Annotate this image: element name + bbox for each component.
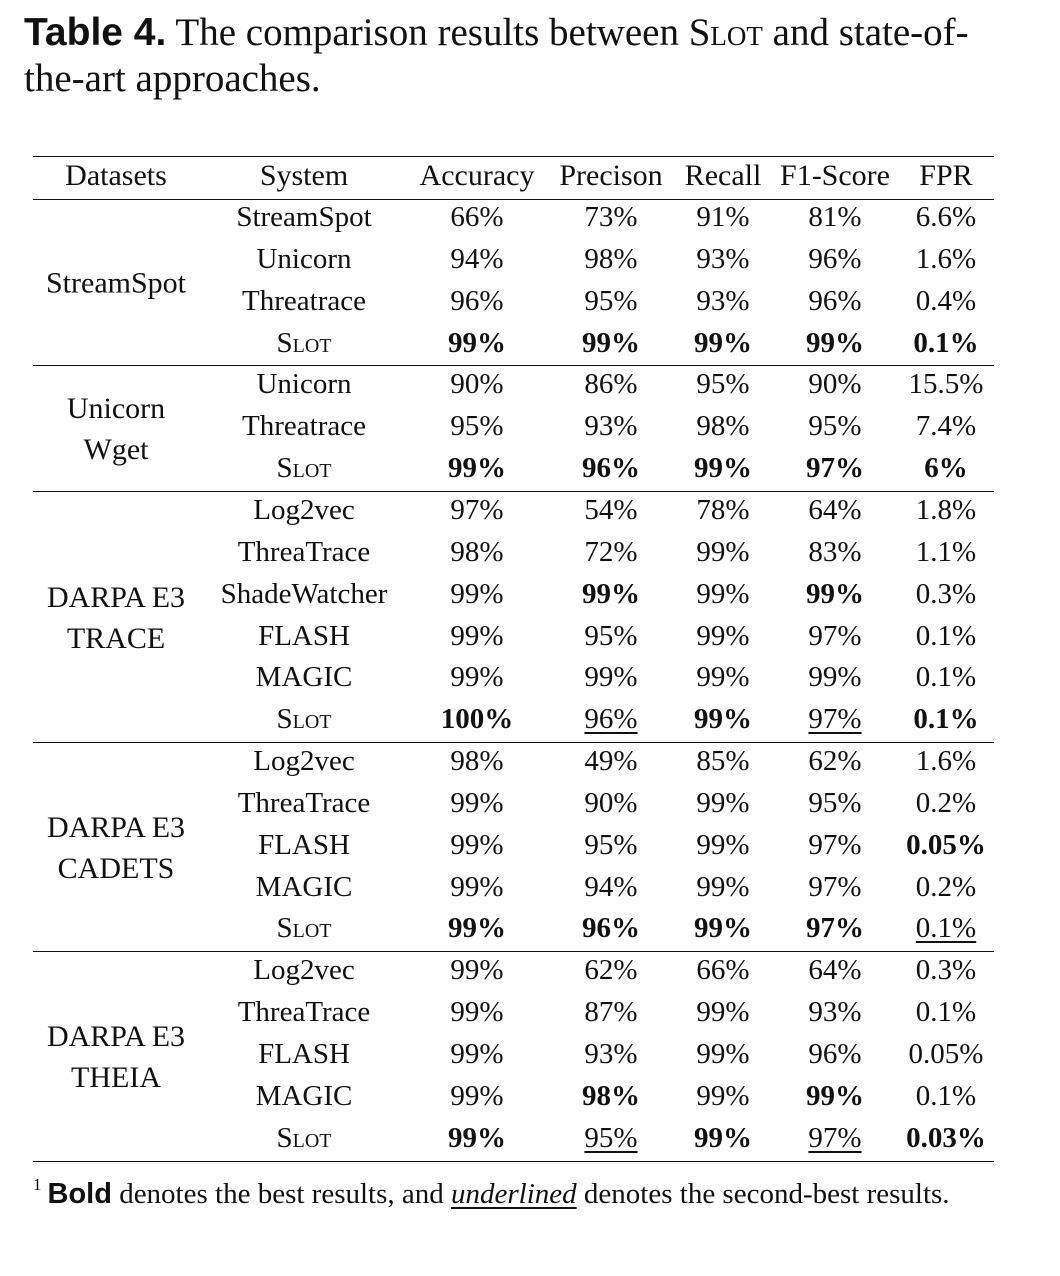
cell-precision: 95%	[584, 1121, 638, 1154]
system-name: MAGIC	[255, 1079, 353, 1112]
cell-fpr: 0.1%	[915, 661, 977, 694]
cell-recall: 99%	[694, 703, 752, 736]
cell-f1-score: 99%	[806, 577, 864, 610]
header-fpr: FPR	[919, 159, 973, 192]
header-accuracy: Accuracy	[419, 159, 535, 192]
cell-accuracy: 90%	[450, 368, 504, 401]
cell-fpr: 0.03%	[906, 1121, 986, 1154]
cell-precision: 96%	[582, 912, 640, 945]
cell-fpr: 0.1%	[915, 996, 977, 1029]
system-name: FLASH	[258, 1038, 350, 1070]
cell-recall: 99%	[696, 870, 750, 903]
cell-recall: 85%	[696, 745, 750, 778]
cell-precision: 96%	[582, 452, 640, 485]
system-name: Slot	[276, 326, 332, 359]
cell-precision: 62%	[584, 954, 638, 987]
cell-fpr: 0.1%	[913, 326, 979, 359]
cell-accuracy: 99%	[450, 619, 504, 652]
cell-accuracy: 97%	[450, 493, 504, 526]
cell-accuracy: 99%	[450, 828, 504, 861]
cell-accuracy: 94%	[450, 242, 504, 275]
cell-accuracy: 99%	[450, 954, 504, 987]
cell-fpr: 6.6%	[915, 201, 977, 233]
system-name: MAGIC	[255, 661, 353, 694]
header-recall: Recall	[684, 159, 762, 192]
header-system: System	[259, 159, 349, 192]
dataset-label-line: DARPA E3	[46, 580, 186, 614]
dataset-label-line: TRACE	[66, 621, 166, 655]
cell-accuracy: 95%	[450, 410, 504, 443]
cell-precision: 54%	[584, 493, 638, 526]
cell-fpr: 0.2%	[915, 786, 977, 819]
cell-precision: 99%	[582, 577, 640, 610]
cell-accuracy: 99%	[448, 452, 506, 485]
cell-accuracy: 98%	[450, 535, 504, 568]
cell-fpr: 0.4%	[915, 284, 977, 317]
cell-fpr: 0.1%	[915, 1079, 977, 1112]
system-name: MAGIC	[255, 870, 353, 903]
cell-recall: 91%	[696, 201, 750, 233]
cell-recall: 78%	[696, 493, 750, 526]
system-name: Log2vec	[253, 954, 355, 987]
system-name: StreamSpot	[236, 201, 372, 233]
dataset-label-line: Unicorn	[66, 392, 166, 426]
cell-f1-score: 64%	[808, 954, 862, 987]
system-name: Unicorn	[256, 242, 352, 275]
cell-fpr: 1.8%	[915, 493, 977, 526]
cell-f1-score: 93%	[808, 996, 862, 1029]
cell-fpr: 0.2%	[915, 870, 977, 903]
dataset-label	[67, 388, 165, 470]
cell-recall: 99%	[696, 619, 750, 652]
cell-fpr: 6%	[924, 452, 968, 485]
cell-accuracy: 99%	[450, 1079, 504, 1112]
cell-precision: 98%	[582, 1079, 640, 1112]
dataset-label	[46, 262, 186, 303]
cell-f1-score: 90%	[808, 368, 862, 401]
cell-accuracy: 99%	[450, 1038, 504, 1070]
cell-fpr: 0.1%	[915, 912, 977, 945]
table-caption	[24, 10, 1014, 102]
dataset-label-line: CADETS	[57, 851, 175, 885]
system-name: ThreaTrace	[237, 996, 371, 1029]
cell-recall: 99%	[696, 786, 750, 819]
cell-precision: 99%	[582, 326, 640, 359]
cell-recall: 99%	[696, 661, 750, 694]
cell-precision: 95%	[584, 284, 638, 317]
cell-f1-score: 97%	[806, 912, 864, 945]
caption-text-after: and state-of-the-art approaches.	[24, 11, 969, 100]
footnote-text-mid: denotes the best results, and	[119, 1178, 444, 1210]
cell-precision: 72%	[584, 535, 638, 568]
footnote-bold-word: Bold	[47, 1178, 112, 1210]
cell-precision: 94%	[584, 870, 638, 903]
cell-f1-score: 95%	[808, 786, 862, 819]
cell-f1-score: 97%	[808, 870, 862, 903]
system-name: Slot	[276, 452, 332, 485]
cell-f1-score: 97%	[808, 1121, 862, 1154]
cell-fpr: 0.3%	[915, 954, 977, 987]
cell-accuracy: 99%	[450, 786, 504, 819]
system-name: ShadeWatcher	[220, 577, 388, 610]
cell-precision: 96%	[584, 703, 638, 736]
system-name: Unicorn	[256, 368, 352, 401]
cell-fpr: 0.05%	[908, 1038, 984, 1070]
cell-fpr: 0.05%	[906, 828, 986, 861]
cell-recall: 99%	[694, 326, 752, 359]
cell-accuracy: 99%	[450, 577, 504, 610]
cell-f1-score: 97%	[808, 703, 862, 736]
cell-fpr: 1.6%	[915, 745, 977, 778]
system-name: FLASH	[258, 619, 350, 652]
system-name: Slot	[276, 912, 332, 945]
cell-recall: 99%	[696, 535, 750, 568]
caption-system-name: Slot	[688, 11, 763, 54]
cell-precision: 90%	[584, 786, 638, 819]
cell-f1-score: 96%	[808, 242, 862, 275]
cell-f1-score: 81%	[808, 201, 862, 233]
cell-precision: 98%	[584, 242, 638, 275]
cell-precision: 86%	[584, 368, 638, 401]
footnote	[33, 1175, 1013, 1213]
dataset-label	[47, 577, 185, 659]
cell-f1-score: 83%	[808, 535, 862, 568]
cell-f1-score: 99%	[808, 661, 862, 694]
dataset-label-line: StreamSpot	[46, 266, 186, 300]
table-label: Table 4.	[24, 11, 167, 54]
header-f1-score: F1-Score	[780, 159, 890, 192]
system-name: ThreaTrace	[237, 535, 371, 568]
system-name: Log2vec	[253, 745, 355, 778]
cell-precision: 49%	[584, 745, 638, 778]
cell-recall: 66%	[696, 954, 750, 987]
cell-recall: 99%	[696, 996, 750, 1029]
cell-accuracy: 99%	[450, 661, 504, 694]
system-name: FLASH	[258, 828, 350, 861]
cell-f1-score: 95%	[808, 410, 862, 443]
cell-recall: 99%	[696, 828, 750, 861]
cell-recall: 93%	[696, 242, 750, 275]
dataset-label	[47, 1016, 185, 1098]
footnote-marker: 1	[33, 1175, 42, 1194]
cell-precision: 73%	[584, 201, 638, 233]
cell-recall: 99%	[696, 577, 750, 610]
cell-fpr: 0.3%	[915, 577, 977, 610]
header-datasets: Datasets	[65, 159, 167, 192]
cell-recall: 99%	[696, 1079, 750, 1112]
cell-f1-score: 64%	[808, 493, 862, 526]
dataset-label	[47, 807, 185, 889]
footnote-underlined-word: underlined	[451, 1178, 577, 1210]
top-rule	[33, 156, 994, 157]
cell-recall: 99%	[694, 1121, 752, 1154]
cell-accuracy: 99%	[450, 996, 504, 1029]
cell-recall: 93%	[696, 284, 750, 317]
cell-precision: 93%	[584, 410, 638, 443]
dataset-label-line: THEIA	[71, 1060, 161, 1094]
cell-fpr: 15.5%	[908, 368, 984, 401]
cell-precision: 93%	[584, 1038, 638, 1070]
cell-fpr: 0.1%	[915, 619, 977, 652]
cell-fpr: 7.4%	[915, 410, 977, 443]
system-name: Threatrace	[242, 284, 366, 317]
cell-f1-score: 97%	[808, 828, 862, 861]
cell-precision: 95%	[584, 828, 638, 861]
cell-accuracy: 98%	[450, 745, 504, 778]
cell-precision: 99%	[584, 661, 638, 694]
system-name: Log2vec	[253, 493, 355, 526]
system-name: Slot	[276, 703, 332, 736]
cell-precision: 87%	[584, 996, 638, 1029]
dataset-label-line: Wget	[83, 433, 149, 467]
cell-accuracy: 99%	[450, 870, 504, 903]
cell-f1-score: 96%	[808, 1038, 862, 1070]
cell-accuracy: 99%	[448, 1121, 506, 1154]
header-precison: Precison	[559, 159, 663, 192]
footnote-text-end: denotes the second-best results.	[583, 1178, 950, 1210]
cell-accuracy: 99%	[448, 326, 506, 359]
system-name: ThreaTrace	[237, 786, 371, 819]
dataset-label-line: DARPA E3	[46, 810, 186, 844]
cell-f1-score: 62%	[808, 745, 862, 778]
group-rule	[33, 1161, 994, 1162]
caption-text-before: The comparison results between	[175, 11, 679, 54]
cell-fpr: 1.6%	[915, 242, 977, 275]
cell-fpr: 0.1%	[913, 703, 979, 736]
cell-f1-score: 99%	[806, 326, 864, 359]
cell-accuracy: 99%	[448, 912, 506, 945]
cell-f1-score: 97%	[806, 452, 864, 485]
system-name: Threatrace	[242, 410, 366, 443]
cell-f1-score: 96%	[808, 284, 862, 317]
cell-recall: 95%	[696, 368, 750, 401]
cell-recall: 98%	[696, 410, 750, 443]
cell-precision: 95%	[584, 619, 638, 652]
dataset-label-line: DARPA E3	[46, 1019, 186, 1053]
cell-recall: 99%	[694, 452, 752, 485]
cell-f1-score: 97%	[808, 619, 862, 652]
cell-fpr: 1.1%	[915, 535, 977, 568]
cell-accuracy: 96%	[450, 284, 504, 317]
cell-accuracy: 100%	[440, 703, 514, 736]
cell-recall: 99%	[696, 1038, 750, 1070]
cell-recall: 99%	[694, 912, 752, 945]
cell-f1-score: 99%	[806, 1079, 864, 1112]
system-name: Slot	[276, 1121, 332, 1154]
cell-accuracy: 66%	[450, 201, 504, 233]
